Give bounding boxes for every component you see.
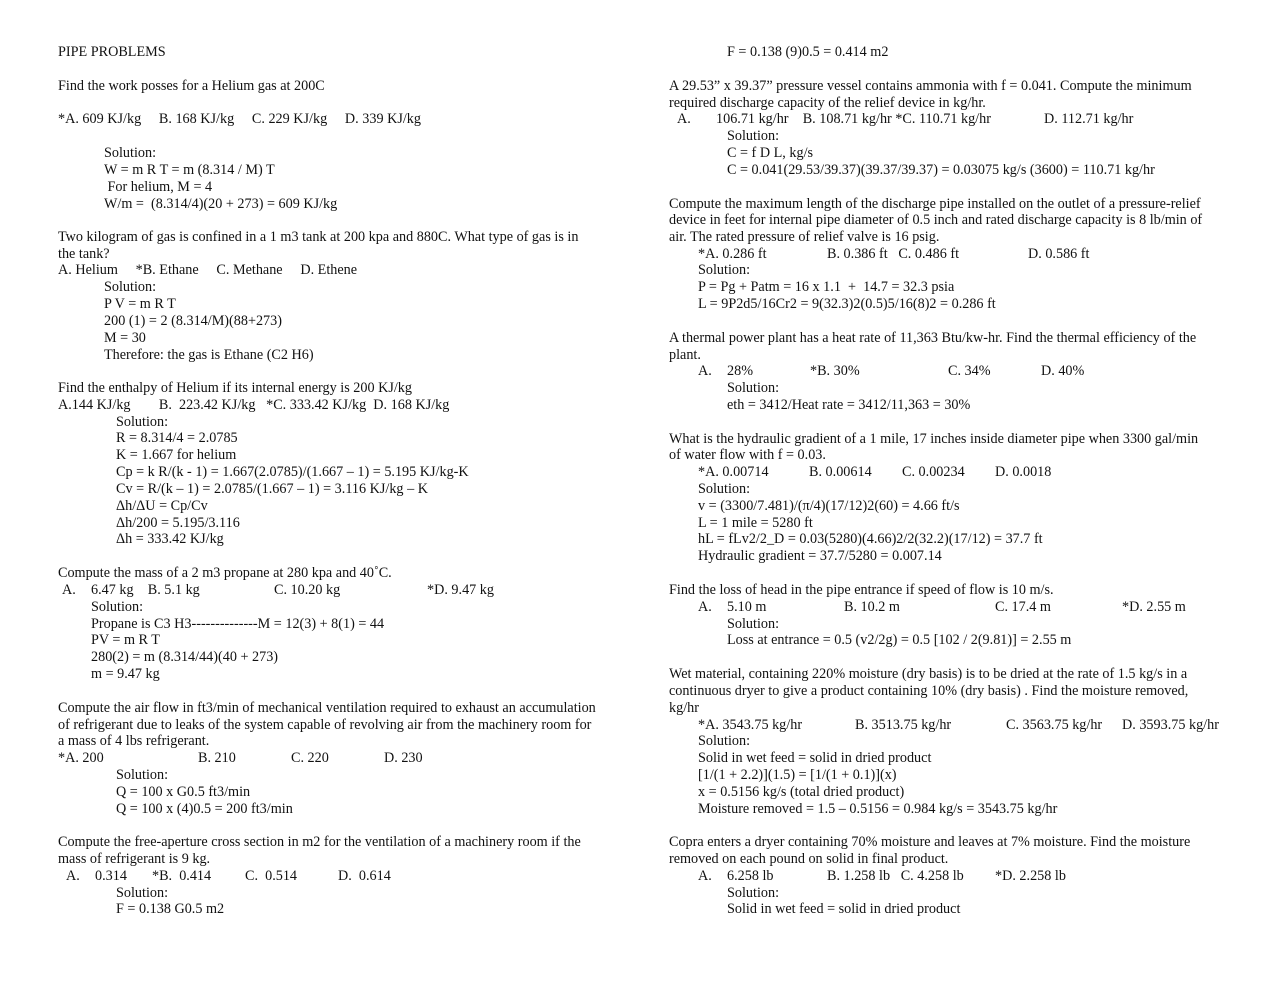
answer-choice: *A. 0.00714	[698, 464, 769, 480]
solution-line: PV = m R T	[91, 632, 160, 648]
solution-label: Solution:	[727, 616, 780, 632]
solution-line: Q = 100 x G0.5 ft3/min	[116, 784, 251, 800]
answer-choices: *A. 609 KJ/kg B. 168 KJ/kg C. 229 KJ/kg D. 339 KJ/kg	[58, 111, 421, 127]
solution-label: Solution:	[727, 128, 780, 144]
answer-choice: C. 3563.75 kg/hr	[1006, 717, 1103, 733]
solution-line: Therefore: the gas is Ethane (C2 H6)	[104, 347, 314, 363]
question-text: the tank?	[58, 246, 110, 262]
answer-choice: *D. 9.47 kg	[427, 582, 494, 598]
solution-line: Cv = R/(k – 1) = 2.0785/(1.667 – 1) = 3.116 KJ/kg – K	[116, 481, 428, 497]
choice-letter: A.	[698, 363, 712, 379]
solution-line: C = 0.041(29.53/39.37)(39.37/39.37) = 0.03075 kg/s (3600) = 110.71 kg/hr	[727, 162, 1155, 178]
choice-letter: A.	[698, 599, 712, 615]
question-text: device in feet for internal pipe diameter of 0.5 inch and rated discharge capacity is 8 lb/min of	[669, 212, 1203, 228]
choice-letter: A.	[66, 868, 80, 884]
solution-line: K = 1.667 for helium	[116, 447, 237, 463]
answer-choice: D. 40%	[1041, 363, 1085, 379]
question-text: Compute the free-aperture cross section in m2 for the ventilation of a machinery room if the	[58, 834, 581, 850]
solution-line: [1/(1 + 2.2)](1.5) = [1/(1 + 0.1)](x)	[698, 767, 897, 783]
solution-line: eth = 3412/Heat rate = 3412/11,363 = 30%	[727, 397, 971, 413]
choice-letter: A.	[62, 582, 76, 598]
solution-line: Cp = k R/(k - 1) = 1.667(2.0785)/(1.667 – 1) = 5.195 KJ/kg-K	[116, 464, 469, 480]
answer-choices: A. Helium *B. Ethane C. Methane D. Ethene	[58, 262, 358, 278]
question-text: Wet material, containing 220% moisture (dry basis) is to be dried at the rate of 1.5 kg/s in a	[669, 666, 1188, 682]
solution-line: hL = fLv2/2_D = 0.03(5280)(4.66)2/2(32.2)(17/12) = 37.7 ft	[698, 531, 1043, 547]
solution-line: Q = 100 x (4)0.5 = 200 ft3/min	[116, 801, 293, 817]
solution-line: F = 0.138 (9)0.5 = 0.414 m2	[727, 44, 889, 60]
solution-line: F = 0.138 G0.5 m2	[116, 901, 225, 917]
answer-choice: *B. 30%	[810, 363, 860, 379]
question-text: Compute the mass of a 2 m3 propane at 280 kpa and 40˚C.	[58, 565, 392, 581]
answer-choice: C. 220	[291, 750, 329, 766]
answer-choice: 106.71 kg/hr B. 108.71 kg/hr *C. 110.71 kg/hr	[716, 111, 991, 127]
solution-line: Δh = 333.42 KJ/kg	[116, 531, 224, 547]
question-text: a mass of 4 lbs refrigerant.	[58, 733, 210, 749]
solution-line: Moisture removed = 1.5 – 0.5156 = 0.984 kg/s = 3543.75 kg/hr	[698, 801, 1058, 817]
answer-choice: B. 0.00614	[809, 464, 872, 480]
solution-label: Solution:	[104, 145, 157, 161]
question-text: Copra enters a dryer containing 70% moisture and leaves at 7% moisture. Find the moisture	[669, 834, 1191, 850]
answer-choice: D. 112.71 kg/hr	[1044, 111, 1134, 127]
solution-line: Δh/ΔU = Cp/Cv	[116, 498, 208, 514]
answer-choice: 6.258 lb	[727, 868, 774, 884]
solution-line: Solid in wet feed = solid in dried product	[727, 901, 961, 917]
answer-choice: D. 0.0018	[995, 464, 1052, 480]
question-text: A thermal power plant has a heat rate of 11,363 Btu/kw-hr. Find the thermal efficiency of the	[669, 330, 1197, 346]
answer-choice: C. 10.20 kg	[274, 582, 341, 598]
answer-choice: C. 0.514	[245, 868, 298, 884]
question-text: A 29.53” x 39.37” pressure vessel contains ammonia with f = 0.041. Compute the minimum	[669, 78, 1192, 94]
solution-label: Solution:	[727, 885, 780, 901]
question-text: air. The rated pressure of relief valve is 16 psig.	[669, 229, 940, 245]
solution-line: Solid in wet feed = solid in dried product	[698, 750, 932, 766]
answer-choice: B. 10.2 m	[844, 599, 900, 615]
answer-choice: *B. 0.414	[152, 868, 212, 884]
answer-choice: *D. 2.258 lb	[995, 868, 1066, 884]
answer-choice: *A. 0.286 ft	[698, 246, 767, 262]
solution-line: 280(2) = m (8.314/44)(40 + 273)	[91, 649, 279, 665]
solution-label: Solution:	[116, 885, 169, 901]
question-text: required discharge capacity of the relief device in kg/hr.	[669, 95, 986, 111]
solution-line: M = 30	[104, 330, 146, 346]
answer-choice: B. 0.386 ft C. 0.486 ft	[827, 246, 960, 262]
answer-choice: 5.10 m	[727, 599, 767, 615]
solution-label: Solution:	[116, 767, 169, 783]
question-text: Find the loss of head in the pipe entrance if speed of flow is 10 m/s.	[669, 582, 1054, 598]
solution-line: R = 8.314/4 = 2.0785	[116, 430, 238, 446]
answer-choice: B. 1.258 lb C. 4.258 lb	[827, 868, 964, 884]
solution-line: Loss at entrance = 0.5 (v2/2g) = 0.5 [102 / 2(9.81)] = 2.55 m	[727, 632, 1072, 648]
solution-line: W = m R T = m (8.314 / M) T	[104, 162, 275, 178]
answer-choice: B. 3513.75 kg/hr	[855, 717, 952, 733]
answer-choice: 28%	[727, 363, 754, 379]
question-text: Compute the maximum length of the discharge pipe installed on the outlet of a pressure-relief	[669, 196, 1201, 212]
choice-letter: A.	[677, 111, 691, 127]
solution-label: Solution:	[727, 380, 780, 396]
answer-choice: D. 0.614	[338, 868, 391, 884]
solution-line: 200 (1) = 2 (8.314/M)(88+273)	[104, 313, 282, 329]
question-text: of refrigerant due to leaks of the system capable of revolving air from the machinery room for	[58, 717, 592, 733]
answer-choice: D. 0.586 ft	[1028, 246, 1090, 262]
answer-choice: C. 17.4 m	[995, 599, 1051, 615]
answer-choice: 0.314	[95, 868, 127, 884]
question-text: plant.	[669, 347, 701, 363]
solution-line: W/m = (8.314/4)(20 + 273) = 609 KJ/kg	[104, 196, 338, 212]
question-text: mass of refrigerant is 9 kg.	[58, 851, 211, 867]
solution-label: Solution:	[698, 733, 751, 749]
answer-choice: 6.47 kg B. 5.1 kg	[91, 582, 200, 598]
solution-line: Δh/200 = 5.195/3.116	[116, 515, 240, 531]
solution-line: x = 0.5156 kg/s (total dried product)	[698, 784, 905, 800]
solution-line: L = 1 mile = 5280 ft	[698, 515, 813, 531]
answer-choice: *A. 200	[58, 750, 104, 766]
solution-line: C = f D L, kg/s	[727, 145, 814, 161]
page-title: PIPE PROBLEMS	[58, 44, 166, 60]
answer-choice: D. 230	[384, 750, 423, 766]
solution-line: P = Pg + Patm = 16 x 1.1 + 14.7 = 32.3 psia	[698, 279, 955, 295]
question-text: What is the hydraulic gradient of a 1 mile, 17 inches inside diameter pipe when 3300 gal/min	[669, 431, 1199, 447]
solution-line: Hydraulic gradient = 37.7/5280 = 0.007.14	[698, 548, 942, 564]
answer-choice: B. 210	[198, 750, 236, 766]
question-text: Two kilogram of gas is confined in a 1 m3 tank at 200 kpa and 880C. What type of gas is in	[58, 229, 579, 245]
question-text: Find the enthalpy of Helium if its internal energy is 200 KJ/kg	[58, 380, 412, 396]
answer-choice: *D. 2.55 m	[1122, 599, 1186, 615]
question-text: of water flow with f = 0.03.	[669, 447, 826, 463]
solution-line: L = 9P2d5/16Cr2 = 9(32.3)2(0.5)5/16(8)2 = 0.286 ft	[698, 296, 996, 312]
solution-label: Solution:	[104, 279, 157, 295]
question-text: Compute the air flow in ft3/min of mechanical ventilation required to exhaust an accumulation	[58, 700, 596, 716]
answer-choice: D. 3593.75 kg/hr	[1122, 717, 1219, 733]
solution-line: For helium, M = 4	[104, 179, 213, 195]
question-text: Find the work posses for a Helium gas at 200C	[58, 78, 325, 94]
solution-line: P V = m R T	[104, 296, 176, 312]
solution-label: Solution:	[91, 599, 144, 615]
choice-letter: A.	[698, 868, 712, 884]
question-text: kg/hr	[669, 700, 699, 716]
solution-label: Solution:	[116, 414, 169, 430]
question-text: continuous dryer to give a product containing 10% (dry basis) . Find the moisture removed,	[669, 683, 1189, 699]
answer-choice: C. 34%	[948, 363, 991, 379]
question-text: removed on each pound on solid in final product.	[669, 851, 949, 867]
solution-label: Solution:	[698, 481, 751, 497]
solution-line: Propane is C3 H3--------------M = 12(3) + 8(1) = 44	[91, 616, 385, 632]
solution-label: Solution:	[698, 262, 751, 278]
answer-choice: *A. 3543.75 kg/hr	[698, 717, 803, 733]
solution-line: v = (3300/7.481)/(π/4)(17/12)2(60) = 4.66 ft/s	[698, 498, 960, 514]
answer-choice: C. 0.00234	[902, 464, 965, 480]
answer-choices: A.144 KJ/kg B. 223.42 KJ/kg *C. 333.42 KJ/kg D. 168 KJ/kg	[58, 397, 450, 413]
solution-line: m = 9.47 kg	[91, 666, 160, 682]
